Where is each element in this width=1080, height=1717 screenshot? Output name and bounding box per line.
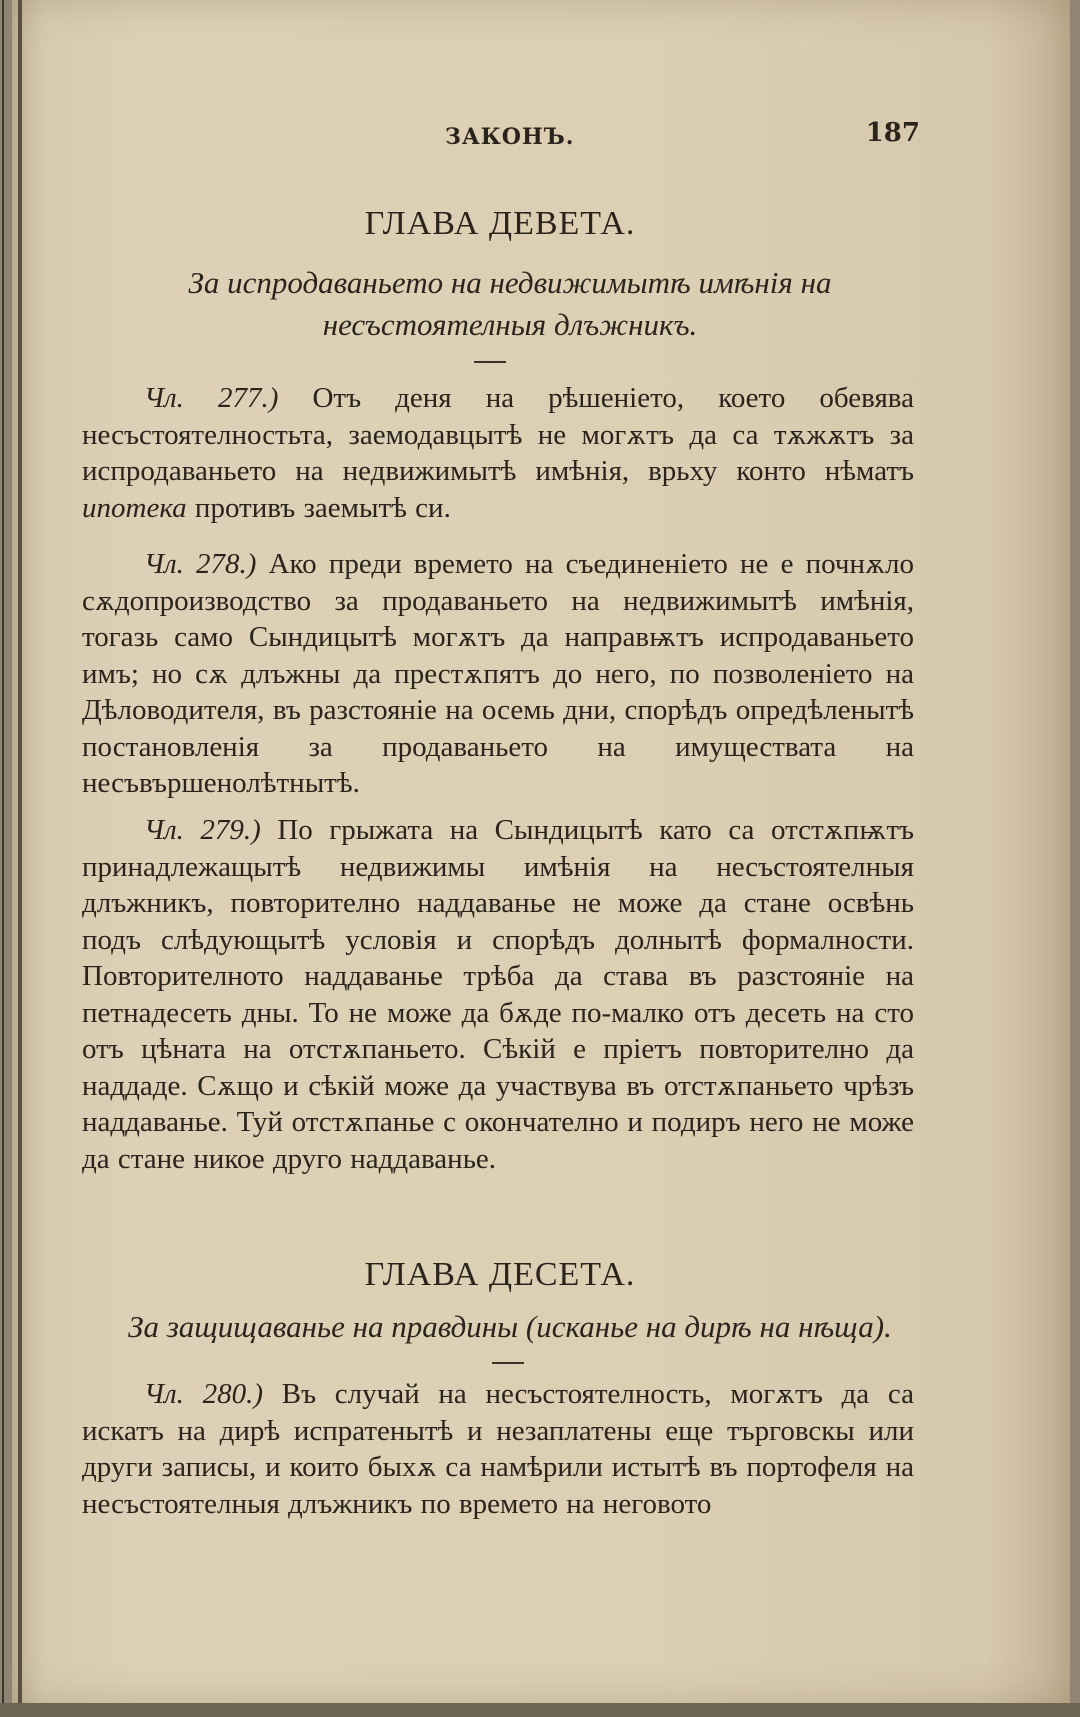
page-number: 187 bbox=[865, 118, 920, 148]
section-divider-2 bbox=[492, 1362, 524, 1364]
article-278-text: Ако преди времето на съединеніето не е почнѫло сѫдопроизводство за продаваньето на недвижимытѣ имѣнія, тогазь само Сындицытѣ могѫтъ да направѭтъ испродаваньето имъ; но сѫ длъжны да престѫпятъ до него, по позволеніето на Дѣловодителя, въ разстояніе на осемь дни, спорѣдъ опредѣленытѣ постановленія за продаваньето на имуществата на несъвършенолѣтнытѣ. bbox=[82, 548, 914, 799]
article-277-text-a: Отъ деня на рѣшеніето, което обевява несъстоятелностьта, заемодавцытѣ не могѫтъ да са тѫжѫтъ за испродаваньето на недвижимытѣ имѣнія, врьху конто нѣматъ bbox=[82, 382, 914, 487]
article-280-label: Чл. 280.) bbox=[144, 1378, 264, 1410]
book-spine-shadow bbox=[2, 0, 4, 1717]
article-277 bbox=[82, 380, 914, 526]
article-280-text: Въ случай на несъстоятелность, могѫтъ да са искатъ на дирѣ испратенытѣ и незаплатены еще търговскы или други записы, и които быхѫ са намѣрили истытѣ въ портофеля на несъстоятелныя длъжникъ по времето на неговото bbox=[82, 1378, 914, 1520]
page-bottom-edge bbox=[0, 1703, 1080, 1717]
article-278 bbox=[82, 546, 914, 802]
article-279 bbox=[82, 812, 914, 1177]
section-divider bbox=[474, 361, 506, 363]
running-head: ЗАКОНЪ. bbox=[445, 124, 575, 150]
article-277-label: Чл. 277.) bbox=[144, 382, 279, 414]
article-277-text-b: противъ заемытѣ си. bbox=[186, 491, 451, 524]
article-278-label: Чл. 278.) bbox=[144, 548, 257, 580]
chapter-10-title: ГЛАВА ДЕСЕТА. bbox=[364, 1256, 636, 1293]
article-279-text: По грыжата на Сындицытѣ като са отстѫпѭтъ принадлежащытѣ недвижимы имѣнія на несъстоятелныя длъжникъ, повторително наддаванье не може да стане освѣнь подъ слѣдующытѣ условія и спорѣдъ долнытѣ формалности. Повторителното наддаванье трѣба да става въ разстояніе на петнадесеть дны. То не може да бѫде по-малко отъ десеть на сто отъ цѣната на отстѫпаньето. Сѣкій е пріетъ повторително да наддаде. Сѫщо и сѣкій може да участвува въ отстѫпаньето чрѣзъ наддаванье. Туй отстѫпанье с окончателно и подиръ него не може да стане никое друго наддаванье. bbox=[82, 814, 914, 1175]
article-279-label: Чл. 279.) bbox=[144, 814, 261, 846]
chapter-10-subtitle: За защищаванье на правдины (исканье на дирѣ на нѣща). bbox=[128, 1309, 892, 1344]
chapter-9-title: ГЛАВА ДЕВЕТА. bbox=[364, 205, 636, 242]
page-gutter-line bbox=[18, 0, 22, 1717]
article-280 bbox=[82, 1376, 914, 1522]
chapter-9-subtitle: За испродаваньето на недвижимытѣ имѣнія на несъстоятелныя длъжникъ. bbox=[188, 265, 832, 342]
page-header bbox=[80, 118, 920, 158]
article-277-emphasis: ипотека bbox=[82, 491, 187, 524]
